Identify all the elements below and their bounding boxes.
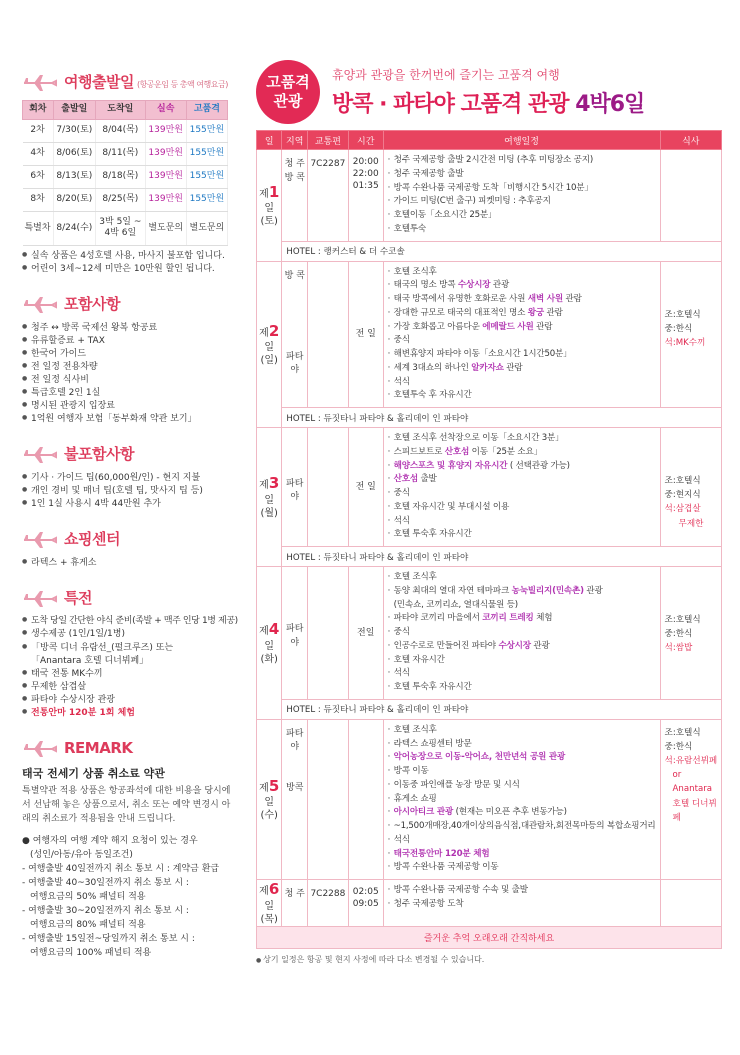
excluded-list [22, 472, 234, 511]
itinerary-day-row [257, 719, 722, 879]
schedule-item: · ~1,500개매장,40개이상의음식점,대관람차,회전목마등의 복합쇼핑거리 [388, 820, 656, 834]
schedule-item: · 청주 국제공항 도착 [388, 898, 656, 912]
table-row [23, 188, 228, 211]
list-item: ● 도착 당일 간단한 야식 준비(족발 + 맥주 인당 1병 제공) [22, 615, 234, 628]
meal-line: or Anantara [672, 770, 713, 795]
highlight-text: 농눅빌리지(민속촌) [511, 585, 584, 596]
schedule-item: · 호텔투숙 [388, 223, 656, 237]
meal-line: 조:호텔식 [664, 727, 701, 738]
itinerary-day-row [257, 880, 722, 927]
cell [96, 211, 146, 245]
col-header: 회차 [23, 100, 54, 119]
meal-line: 중:한식 [664, 741, 693, 752]
meal-line: 조:호텔식 [664, 615, 701, 625]
list-item: ● 전통안마 120분 1회 체험 [22, 707, 234, 720]
schedule-item: · 동양 최대의 열대 자연 테마파크 농눅빌리지(민속촌) 관광 [388, 585, 656, 599]
list-item: ● 「방콕 디너 유람선_(펄크루즈) 또는 [22, 642, 234, 655]
benefits-title: 특전 [64, 588, 92, 607]
list-item: ● 전 일정 식사비 [22, 374, 234, 387]
title-main: 방콕 · 파타야 고품격 관광 [332, 92, 569, 117]
col-header: 출발일 [53, 100, 95, 119]
cell: 139만원 [145, 165, 186, 188]
departure-section-header [22, 72, 234, 94]
excluded-section-header [22, 444, 234, 466]
benefits-list [22, 615, 238, 719]
schedule-item: · 호텔 자유시간 및 부대시설 이용 [388, 501, 656, 515]
airplane-icon [22, 739, 58, 759]
highlight-text: 왕궁 [527, 307, 545, 318]
col-header: 실속 [145, 100, 186, 119]
schedule-item: · 호텔 투숙후 자유시간 [388, 528, 656, 542]
meal-line: 석:삼겹살 [664, 504, 701, 515]
schedule-item: · 호텔 자유시간 [388, 654, 656, 668]
schedule-item: · 장대한 규모로 태국의 대표적인 명소 왕궁 관람 [388, 307, 656, 321]
list-item: 「Anantara 호텔 디너뷔페」 [31, 655, 149, 666]
schedule-item: · 파타야 코끼리 마을에서 코끼리 트레킹 체험 [388, 612, 656, 626]
hotel-row [257, 547, 722, 567]
meal-line: 석:쌈밥 [664, 643, 693, 654]
departure-table [22, 100, 228, 246]
cell: 139만원 [145, 142, 186, 165]
list-item: - 여행출발 40일전까지 취소 통보 시 : 계약금 환급 [22, 864, 220, 875]
meal-cell [660, 880, 721, 927]
schedule-item: · 호텔 조식후 [388, 266, 656, 280]
region-cell: 파타야 [282, 567, 308, 700]
list-item: 여행요금의 50% 패널티 적용 [30, 892, 146, 903]
left-column [22, 62, 238, 961]
highlight-text: 수상시장 [457, 280, 491, 291]
meal-line: 조:호텔식 [664, 476, 701, 486]
cell-line: 3박 5일 ~ [99, 216, 142, 227]
day-of-week: (일) [260, 355, 278, 366]
meal-cell [660, 150, 721, 242]
schedule-item: · 가이드 미팅(C번 출구) 피켓미팅 : 추후공지 [388, 195, 656, 209]
badge-line: 관광 [273, 92, 303, 110]
list-item: ● 생수제공 (1인/1일/1병) [22, 628, 234, 641]
header-subtitle: 휴양과 관광을 한꺼번에 즐기는 고품격 여행 [332, 68, 560, 82]
hotel-info: HOTEL : 듀짓타니 파타야 & 홀리데이 인 파타야 [282, 408, 722, 428]
list-item: ● 무제한 삼겹살 [22, 681, 234, 694]
transport-cell [308, 261, 349, 408]
meal-line: 호텔 디너뷔페 [672, 798, 717, 823]
right-column [256, 58, 722, 965]
day-of-week: (토) [260, 216, 278, 227]
list-item: ● 실속 상품은 4성호텔 사용, 마사지 불포함 입니다. [22, 250, 234, 263]
schedule-item: · 청주 국제공항 출발 [388, 168, 656, 182]
hotel-info: HOTEL : 랭커스터 & 더 수코솔 [282, 241, 722, 261]
col-header: 일 [257, 131, 282, 150]
transport-cell: 7C2288 [308, 880, 349, 927]
cell: 8/20(토) [53, 188, 95, 211]
list-item: ● 어린이 3세~12세 미만은 10만원 할인 됩니다. [22, 263, 234, 276]
title-duration: 4박6일 [575, 92, 645, 117]
itinerary-footer: 즐거운 추억 오래오래 간직하세요 [257, 927, 722, 949]
departure-title: 여행출발일 [64, 73, 134, 91]
day-cell: 제4일 (화) [257, 567, 282, 720]
cell: 4차 [23, 142, 54, 165]
region-cell: 파타야 방콕 [282, 719, 308, 879]
meal-line: 중:현지식 [664, 490, 701, 501]
day-of-week: (수) [260, 810, 278, 822]
schedule-item: · 해양스포츠 및 휴양지 자유시간 ( 선택관광 가능) [388, 460, 656, 474]
schedule-item: · 스피드보트로 산호섬 이동「25분 소요」 [388, 446, 656, 460]
cell: 2차 [23, 119, 54, 142]
schedule-item: (민속쇼, 코끼리쇼, 열대식물원 등) [393, 599, 518, 610]
region-cell: 청 주 방 콕 [282, 150, 308, 242]
list-item: 여행요금의 80% 패널티 적용 [30, 919, 146, 930]
day-cell: 제2일 (일) [257, 261, 282, 428]
meal-cell [660, 261, 721, 408]
region-cell: 파타야 [282, 428, 308, 547]
highlight-text: 산호섬 [444, 446, 470, 457]
cell: 8/24(수) [53, 211, 95, 245]
col-header: 지역 [282, 131, 308, 150]
cell: 특별차 [23, 211, 54, 245]
schedule-item: · 호텔 조식후 선착장으로 이동「소요시간 3분」 [388, 432, 656, 446]
transport-cell [308, 428, 349, 547]
schedule-item: · 방콕 이동 [388, 765, 656, 779]
schedule-item [388, 848, 656, 862]
time-cell: 전 일 [348, 261, 383, 408]
highlight-text: 코끼리 트레킹 [482, 613, 534, 624]
meal-cell [660, 719, 721, 879]
highlight-text: 악어농장으로 이동-악어쇼, 천만년석 공원 관광 [393, 752, 566, 763]
departure-subtitle: (항공운임 등 총액 여행요금) [136, 80, 228, 89]
hotel-info: HOTEL : 듀짓타니 파타야 & 홀리데이 인 파타야 [282, 547, 722, 567]
hotel-info: HOTEL : 듀짓타니 파타야 & 홀리데이 인 파타야 [282, 699, 722, 719]
schedule-item: · 태국의 명소 방콕 수상시장 관광 [388, 279, 656, 293]
schedule-item: · 세계 3대쇼의 하나인 알카자쇼 관람 [388, 362, 656, 376]
schedule-item: · 아시아티크 관광 (현재는 미오픈 추후 변동가능) [388, 806, 656, 820]
col-header: 식사 [660, 131, 721, 150]
hotel-row [257, 241, 722, 261]
list-item: ● 한국어 가이드 [22, 348, 234, 361]
schedule-item: · 방콕 수완나품 국제공항 이동 [388, 861, 656, 875]
cell: 155만원 [186, 165, 227, 188]
time-cell: 20:00 22:00 01:35 [348, 150, 383, 242]
cell: 7/30(토) [53, 119, 95, 142]
meal-line: 석:유람선뷔페 [664, 756, 718, 767]
itinerary-day-row [257, 150, 722, 242]
list-item: ● 유류할증료 + TAX [22, 335, 234, 348]
highlight-text: 태국전통안마 120분 체험 [393, 848, 490, 859]
table-row [23, 119, 228, 142]
shopping-section-header [22, 529, 234, 551]
highlight-text: 알카자쇼 [471, 362, 504, 373]
day-of-week: (월) [260, 507, 278, 519]
schedule-item: · 중식 [388, 626, 656, 640]
itinerary-body [257, 150, 722, 927]
time-cell: 02:05 09:05 [348, 880, 383, 927]
cell: 139만원 [145, 188, 186, 211]
cell: 8/13(토) [53, 165, 95, 188]
day-number: 1 [268, 182, 280, 201]
highlight-text: 산호섬 [393, 474, 418, 485]
schedule-item: · 호텔이동「소요시간 25분」 [388, 209, 656, 223]
cell-line: 4박 6일 [104, 228, 137, 239]
day-number: 3 [268, 474, 280, 493]
airplane-icon [22, 295, 58, 315]
schedule-item: · 석식 [388, 515, 656, 529]
schedule-item: · 방콕 수완나품 국제공항 도착「비행시간 5시간 10분」 [388, 182, 656, 196]
badge-line: 고품격 [266, 73, 310, 91]
highlight-text: 아시아티크 관광 [393, 807, 454, 818]
list-item: ● 특급호텔 2인 1실 [22, 387, 234, 400]
schedule-item: · 방콕 수완나품 국제공항 수속 및 출발 [388, 884, 656, 898]
time-cell [348, 719, 383, 879]
schedule-cell [383, 150, 660, 242]
list-item: - 여행출발 15일전~당일까지 취소 통보 시 : [22, 933, 195, 944]
cell: 8/11(목) [96, 142, 146, 165]
meal-line: 중:한식 [664, 629, 693, 640]
day-number: 5 [268, 776, 280, 795]
meal-line: 석:MK수끼 [664, 337, 706, 348]
cell: 139만원 [145, 119, 186, 142]
departure-notes [22, 250, 234, 276]
transport-cell [308, 567, 349, 700]
highlight-text: 에메랄드 사원 [482, 321, 534, 332]
airplane-icon [22, 589, 58, 609]
list-item: ● 여행자의 여행 계약 해지 요청이 있는 경우 [22, 836, 198, 847]
shopping-title: 쇼핑센터 [64, 529, 120, 548]
table-row [23, 165, 228, 188]
list-item: ● 1억원 여행자 보험「동부화재 약관 보기」 [22, 413, 234, 426]
schedule-item: · 석식 [388, 667, 656, 681]
meal-cell [660, 567, 721, 700]
schedule-item: · 호텔 조식후 [388, 571, 656, 585]
schedule-item: · 청주 국제공항 출발 2시간전 미팅 (추후 미팅장소 공지) [388, 154, 656, 168]
day-number: 6 [268, 880, 280, 899]
highlight-text: 수상시장 [498, 640, 531, 651]
list-item: ● 라텍스 + 휴게소 [22, 557, 234, 570]
schedule-item: · 이동중 파인애플 농장 방문 및 시식 [388, 779, 656, 793]
day-number: 4 [268, 620, 280, 639]
premium-badge [256, 60, 320, 124]
cell: 별도문의 [186, 211, 227, 245]
list-item: ● 청주 ↔ 방콕 국제선 왕복 항공료 [22, 322, 234, 335]
schedule-item: · 중식 [388, 487, 656, 501]
col-header: 여행일정 [383, 131, 660, 150]
schedule-item: · 인공수로로 만들어진 파타야 수상시장 관광 [388, 640, 656, 654]
schedule-item: · 산호섬 출발 [388, 473, 656, 487]
region-cell: 방 콕 파타야 [282, 261, 308, 408]
list-item: ● 태국 전통 MK수끼 [22, 668, 234, 681]
cell: 6차 [23, 165, 54, 188]
schedule-item: · 호텔투숙 후 자유시간 [388, 389, 656, 403]
schedule-item: · 호텔 조식후 [388, 724, 656, 738]
itinerary-day-row [257, 261, 722, 408]
page-header [256, 58, 722, 126]
cell: 155만원 [186, 142, 227, 165]
hotel-row [257, 408, 722, 428]
day-of-week: (화) [260, 653, 278, 665]
cell: 155만원 [186, 188, 227, 211]
meal-line: 무제한 [678, 518, 704, 529]
included-list [22, 322, 234, 426]
list-item: - 여행출발 30~20일전까지 취소 통보 시 : [22, 905, 189, 916]
table-row [23, 142, 228, 165]
itinerary-day-row [257, 567, 722, 700]
list-item: 여행요금의 100% 패널티 적용 [30, 947, 152, 958]
itinerary-table [256, 130, 722, 949]
airplane-icon [22, 530, 58, 550]
itinerary-note: ● 상기 일정은 항공 및 현지 사정에 따라 다소 변경될 수 있습니다. [256, 954, 722, 965]
col-header: 교통편 [308, 131, 349, 150]
cell: 8/18(목) [96, 165, 146, 188]
list-item: ● 개인 경비 및 매너 팁(호텔 팁, 맛사지 팁 등) [22, 485, 234, 498]
schedule-item: · 석식 [388, 834, 656, 848]
day-cell: 제3일 (월) [257, 428, 282, 567]
remark-subtitle: 태국 전세기 상품 취소료 약관 [22, 766, 165, 780]
schedule-item: · 태국 방콕에서 유명한 호화로운 사원 새벽 사원 관람 [388, 293, 656, 307]
schedule-item: · 중식 [388, 334, 656, 348]
remark-title: REMARK [64, 738, 133, 757]
list-item: ● 기사 · 가이드 팁(60,000원/인) - 현지 지불 [22, 472, 234, 485]
schedule-item [388, 751, 656, 765]
meal-cell [660, 428, 721, 547]
transport-cell [308, 719, 349, 879]
remark-list [22, 835, 234, 960]
list-item: - 여행출발 40~30일전까지 취소 통보 시 : [22, 878, 189, 889]
cell: 별도문의 [145, 211, 186, 245]
col-header: 고품격 [186, 100, 227, 119]
transport-cell: 7C2287 [308, 150, 349, 242]
airplane-icon [22, 445, 58, 465]
schedule-item: · 호텔 투숙후 자유시간 [388, 681, 656, 695]
itinerary-day-row [257, 428, 722, 547]
remark-section-header [22, 738, 234, 760]
cell: 8/06(토) [53, 142, 95, 165]
included-title: 포함사항 [64, 294, 120, 313]
cell: 155만원 [186, 119, 227, 142]
schedule-item: · 휴게소 쇼핑 [388, 793, 656, 807]
cell: 8/25(목) [96, 188, 146, 211]
cell: 8차 [23, 188, 54, 211]
day-of-week: (목) [260, 913, 278, 925]
schedule-item: · 가장 호화롭고 아름다운 에메랄드 사원 관람 [388, 321, 656, 335]
meal-line: 중:한식 [664, 323, 693, 334]
highlight-text: 새벽 사원 [527, 294, 563, 304]
day-cell: 제1일 (토) [257, 150, 282, 262]
list-item: ● 전 일정 전용차량 [22, 361, 234, 374]
schedule-cell [383, 880, 660, 927]
list-item: ● 1인 1실 사용시 4박 44만원 추가 [22, 498, 234, 511]
benefits-section-header [22, 588, 234, 610]
schedule-cell [383, 719, 660, 879]
airplane-icon [22, 73, 58, 93]
hotel-row [257, 699, 722, 719]
schedule-cell [383, 261, 660, 408]
schedule-cell [383, 567, 660, 700]
included-section-header [22, 294, 234, 316]
col-header: 도착일 [96, 100, 146, 119]
highlight-text: 해양스포츠 및 휴양지 자유시간 [393, 460, 508, 471]
schedule-item: · 라텍스 쇼핑센터 방문 [388, 738, 656, 752]
schedule-item: · 해변휴양지 파타야 이동「소요시간 1시간50분」 [388, 348, 656, 362]
remark-paragraph: 특별약관 적용 상품은 항공좌석에 대한 비용을 당시에서 선납해 놓은 상품으로서, 취소 또는 예약 변경시 아래의 취소료가 적용됨을 안내 드립니다. [22, 786, 231, 825]
excluded-title: 불포함사항 [64, 444, 134, 463]
list-item: ● 명시된 관광지 입장료 [22, 400, 234, 413]
list-item: (성인/아동/유아 동일조건) [30, 850, 133, 861]
time-cell: 전 일 [348, 428, 383, 547]
day-cell: 제6일 (목) [257, 880, 282, 927]
schedule-cell [383, 428, 660, 547]
day-cell: 제5일 (수) [257, 719, 282, 879]
table-row [23, 211, 228, 245]
day-number: 2 [268, 321, 280, 340]
time-cell: 전일 [348, 567, 383, 700]
shopping-list [22, 557, 234, 570]
meal-line: 조:호텔식 [664, 309, 701, 320]
col-header: 시간 [348, 131, 383, 150]
page-title [332, 87, 644, 118]
region-cell: 청 주 [282, 880, 308, 927]
cell: 8/04(목) [96, 119, 146, 142]
schedule-item: · 석식 [388, 376, 656, 390]
list-item: ● 파타야 수상시장 관광 [22, 694, 234, 707]
